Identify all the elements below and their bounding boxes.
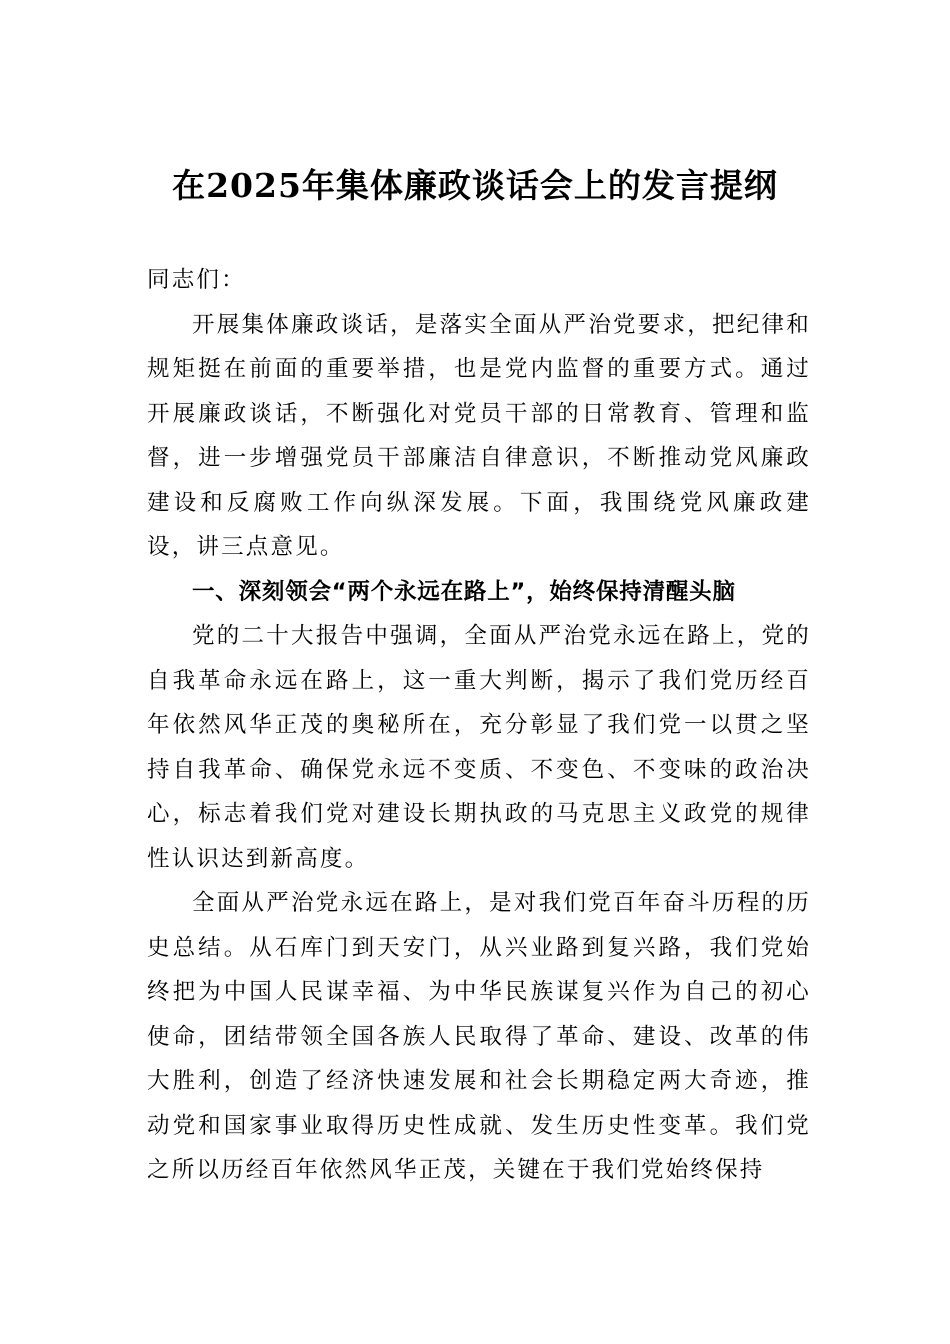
body-paragraph-2: 全面从严治党永远在路上，是对我们党百年奋斗历程的历史总结。从石库门到天安门，从兴业路到复兴路，我们党始终把为中国人民谋幸福、为中华民族谋复兴作为自己的初心使命，团结带领全国各族人民取得了革命、建设、改革的伟大胜利，创造了经济快速发展和社会长期稳定两大奇迹，推动党和国家事业取得历史性成就、发生历史性变革。我们党之所以历经百年依然风华正茂，关键在于我们党始终保持: [147, 890, 811, 1183]
salutation: 同志们：: [147, 267, 246, 293]
document-body: [147, 258, 811, 1193]
intro-paragraph: 开展集体廉政谈话，是落实全面从严治党要求，把纪律和规矩挺在前面的重要举措，也是党内监督的重要方式。通过开展廉政谈话，不断强化对党员干部的日常教育、管理和监督，进一步增强党员干部廉洁自律意识，不断推动党风廉政建设和反腐败工作向纵深发展。下面，我围绕党风廉政建设，讲三点意见。: [147, 311, 811, 560]
document-title: 在2025年集体廉政谈话会上的发言提纲: [172, 166, 778, 205]
section-heading-1: 一、深刻领会“两个永远在路上”，始终保持清醒头脑: [192, 578, 736, 605]
body-paragraph-1: 党的二十大报告中强调，全面从严治党永远在路上，党的自我革命永远在路上，这一重大判断，揭示了我们党历经百年依然风华正茂的奥秘所在，充分彰显了我们党一以贯之坚持自我革命、确保党永远不变质、不变色、不变味的政治决心，标志着我们党对建设长期执政的马克思主义政党的规律性认识达到新高度。: [147, 623, 811, 872]
